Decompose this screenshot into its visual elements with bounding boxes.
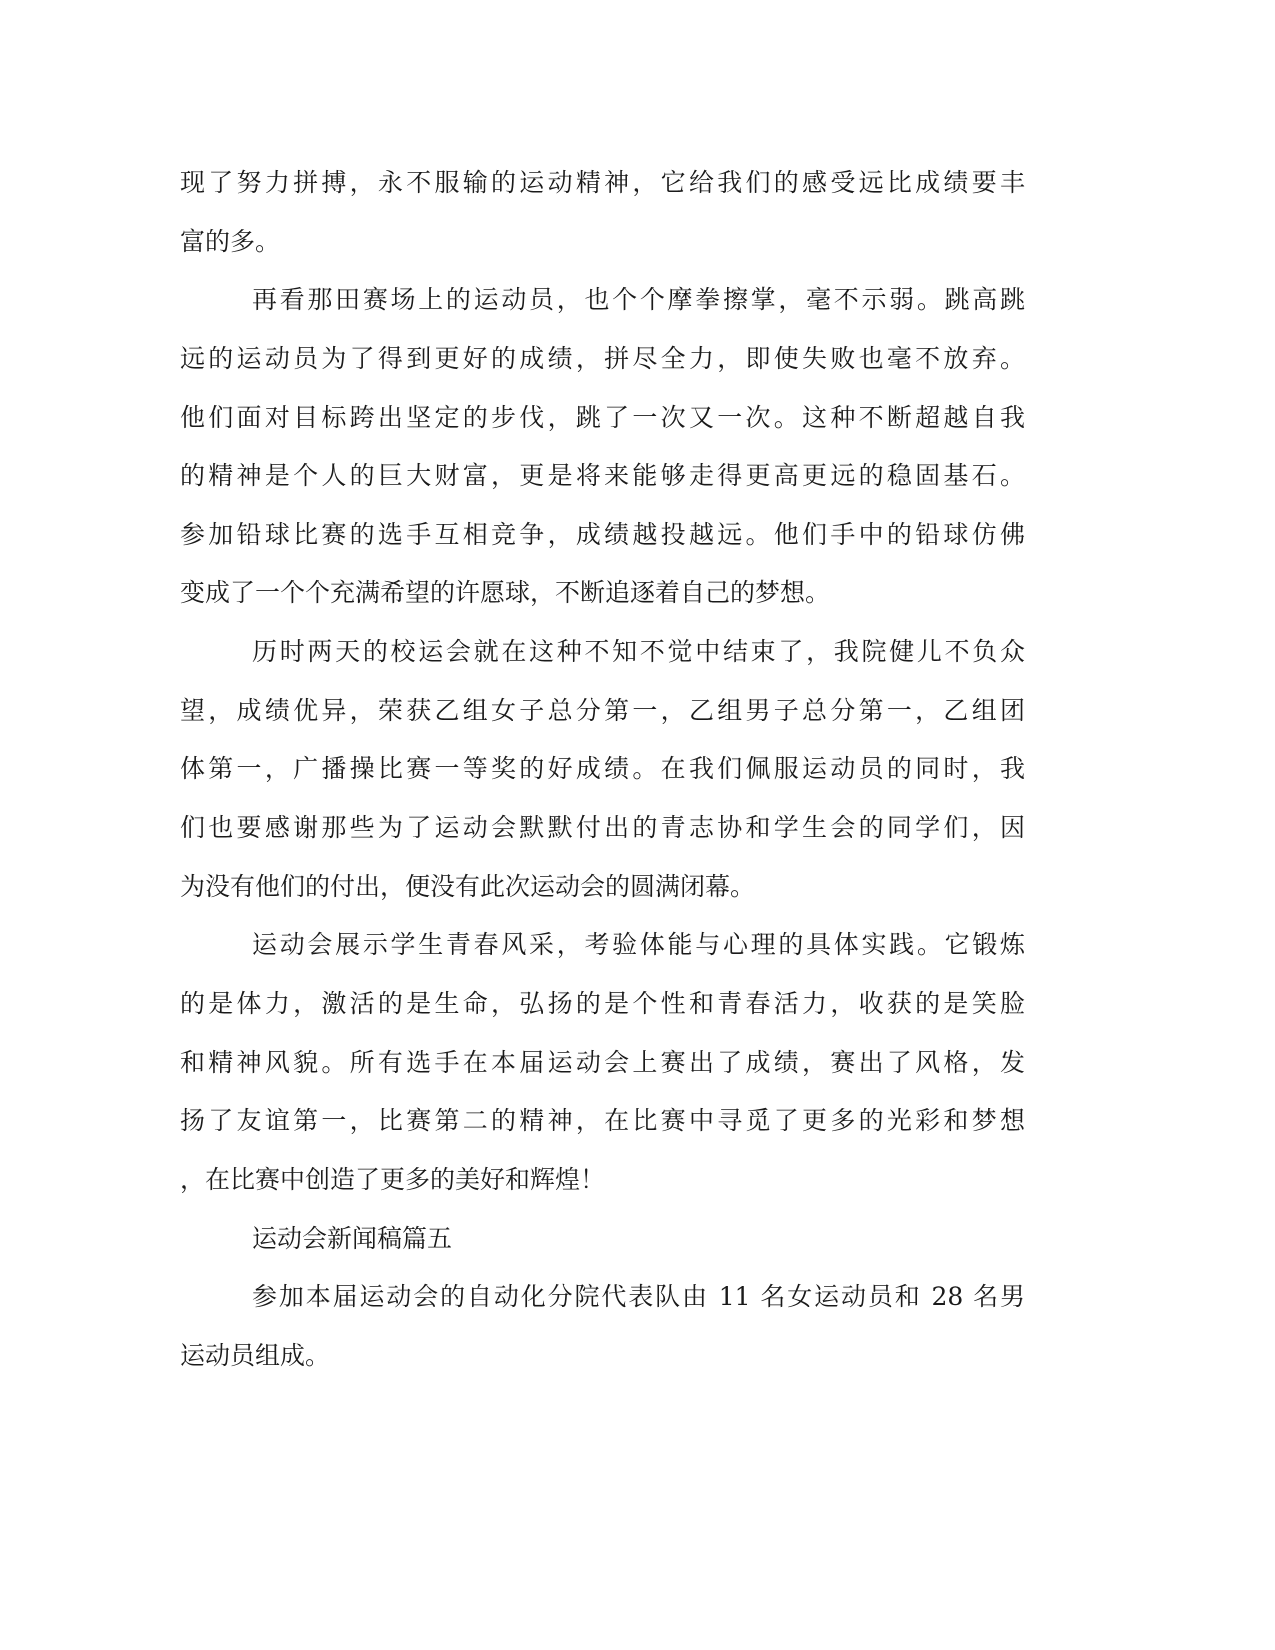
text-line: 的是体力，激活的是生命，弘扬的是个性和青春活力，收获的是笑脸 — [180, 988, 1025, 1018]
text-line: 为没有他们的付出，便没有此次运动会的圆满闭幕。 — [180, 871, 756, 901]
text-line: 的精神是个人的巨大财富，更是将来能够走得更高更远的稳固基石。 — [180, 461, 1025, 491]
text-line: 历时两天的校运会就在这种不知不觉中结束了，我院健儿不负众 — [252, 637, 1025, 667]
text-line: 富的多。 — [180, 226, 281, 256]
text-line: 和精神风貌。所有选手在本届运动会上赛出了成绩，赛出了风格，发 — [180, 1047, 1025, 1077]
section-heading — [180, 1210, 1025, 1269]
text-line: 参加铅球比赛的选手互相竞争，成绩越投越远。他们手中的铅球仿佛 — [180, 519, 1025, 549]
text-line: 他们面对目标跨出坚定的步伐，跳了一次又一次。这种不断超越自我 — [180, 402, 1025, 432]
text-line: 扬了友谊第一，比赛第二的精神，在比赛中寻觅了更多的光彩和梦想 — [180, 1106, 1025, 1136]
text-line: 运动员组成。 — [180, 1340, 331, 1370]
paragraph — [180, 271, 1025, 623]
paragraph — [180, 154, 1025, 271]
text-line: 们也要感谢那些为了运动会默默付出的青志协和学生会的同学们，因 — [180, 813, 1025, 843]
text-line: 远的运动员为了得到更好的成绩，拼尽全力，即使失败也毫不放弃。 — [180, 343, 1025, 373]
text-line: 运动会展示学生青春风采，考验体能与心理的具体实践。它锻炼 — [252, 930, 1025, 960]
text-line: 现了努力拼搏，永不服输的运动精神，它给我们的感受远比成绩要丰 — [180, 168, 1025, 197]
paragraph — [180, 916, 1025, 1209]
text-line: 望，成绩优异，荣获乙组女子总分第一，乙组男子总分第一，乙组团 — [180, 695, 1025, 725]
text-line: 再看那田赛场上的运动员，也个个摩拳擦掌，毫不示弱。跳高跳 — [252, 285, 1025, 315]
section-heading-text: 运动会新闻稿篇五 — [252, 1223, 453, 1253]
text-line: ，在比赛中创造了更多的美好和辉煌！ — [180, 1164, 606, 1194]
text-line: 变成了一个个充满希望的许愿球，不断追逐着自己的梦想。 — [180, 578, 831, 608]
paragraph — [180, 1268, 1025, 1385]
document-page — [180, 154, 1025, 1385]
paragraph — [180, 623, 1025, 916]
text-line: 体第一，广播操比赛一等奖的好成绩。在我们佩服运动员的同时，我 — [180, 754, 1025, 784]
text-line: 参加本届运动会的自动化分院代表队由 11 名女运动员和 28 名男 — [252, 1282, 1025, 1312]
